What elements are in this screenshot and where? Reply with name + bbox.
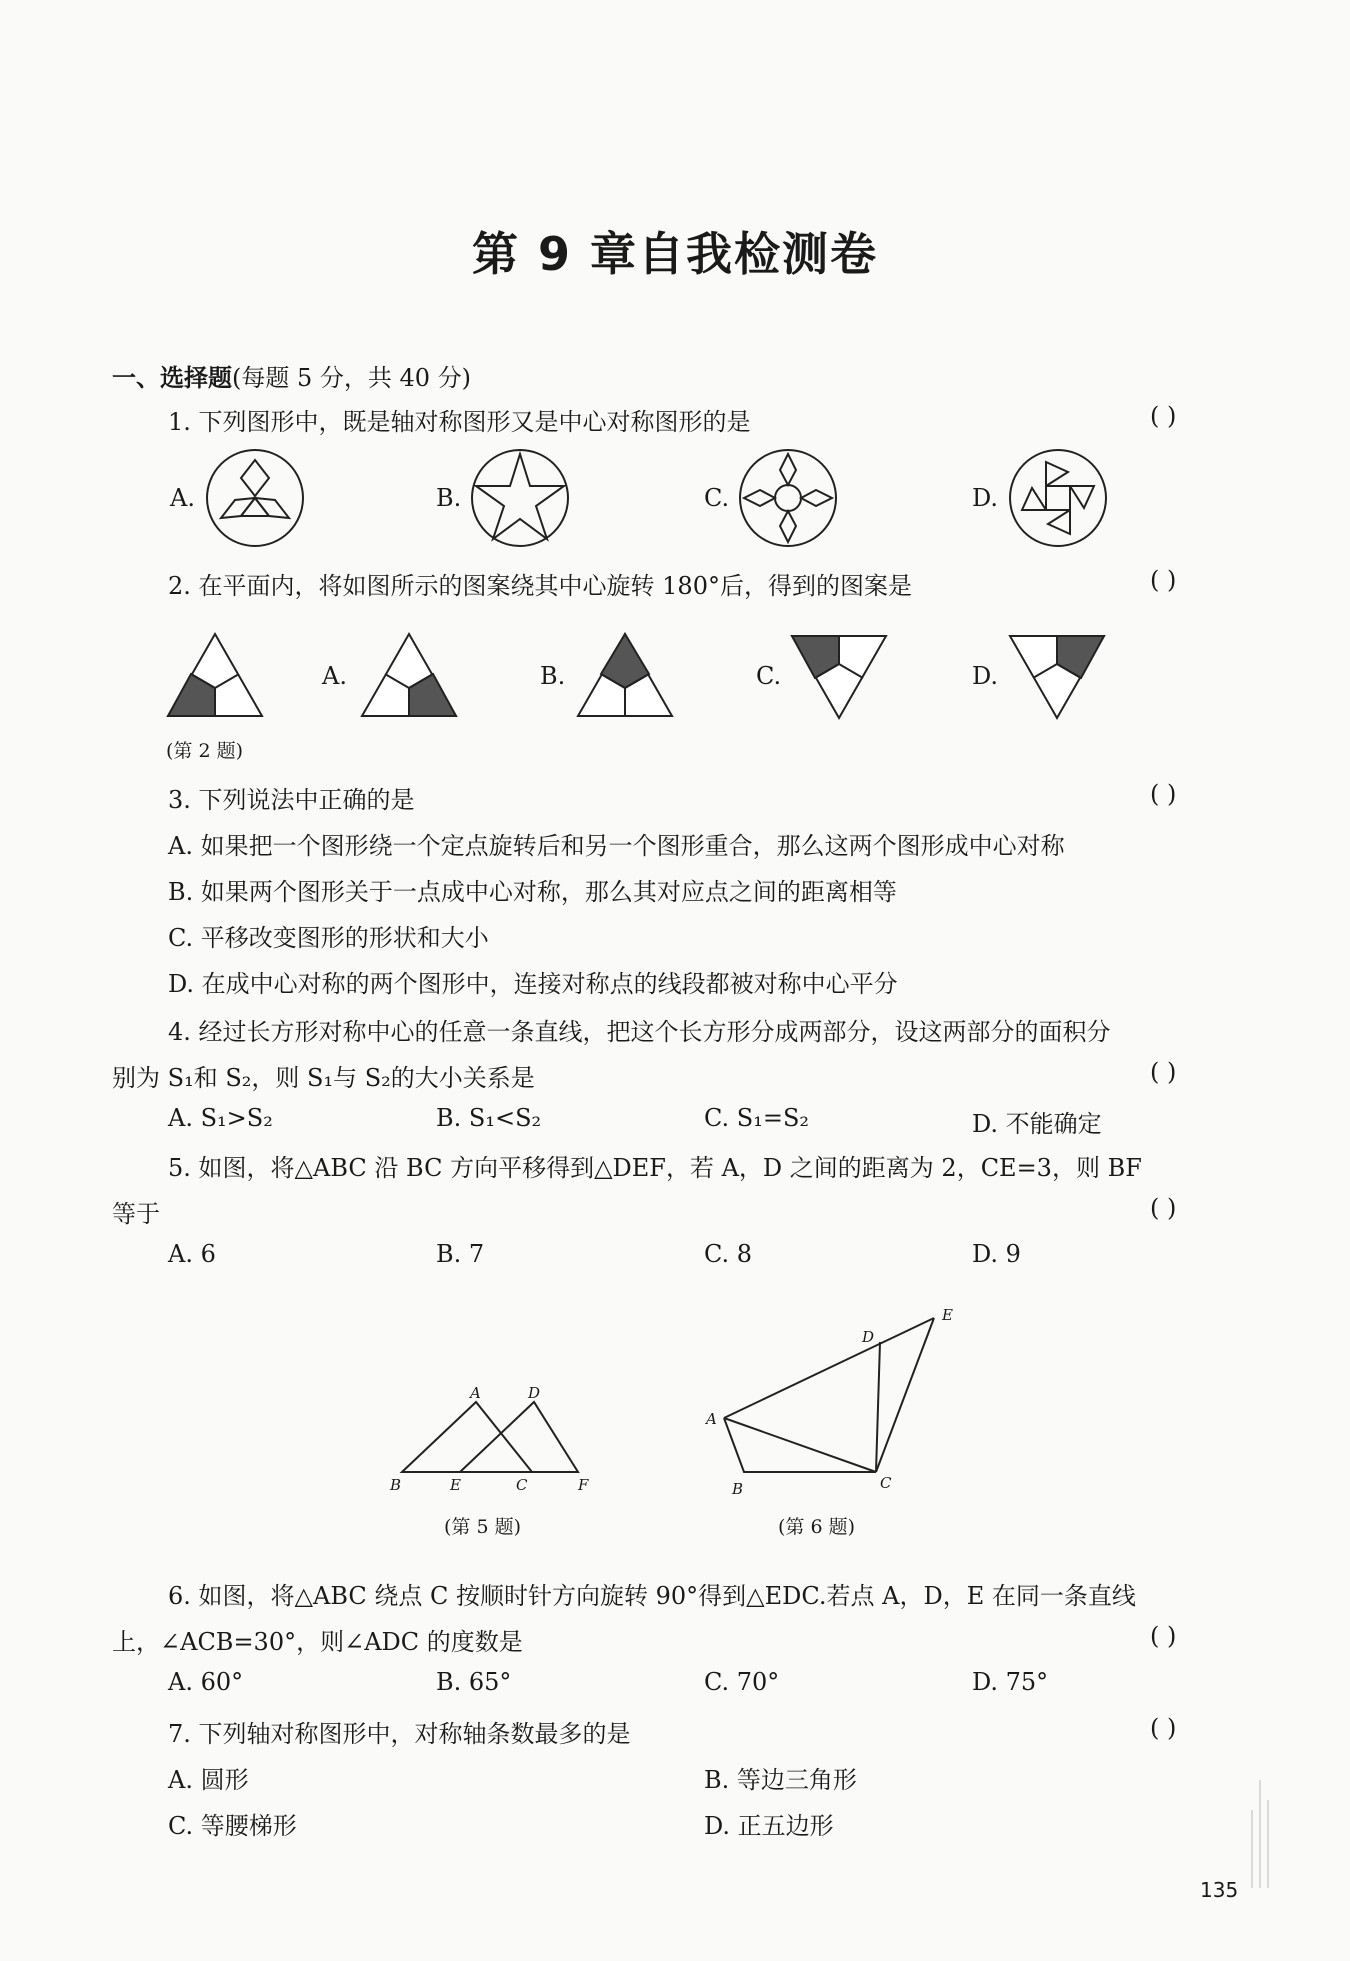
- q5-caption: (第 5 题): [444, 1516, 521, 1538]
- q5-label-f: F: [578, 1476, 589, 1494]
- q1-figure-c: [738, 448, 838, 548]
- q2-option-b-label: B.: [540, 662, 566, 690]
- q1-option-c-label: C.: [704, 484, 730, 512]
- q5-label-d: D: [528, 1384, 541, 1402]
- q2-option-c-figure: [790, 634, 888, 720]
- q3-answer-paren: ( ): [1150, 780, 1177, 808]
- page-number: 135: [1200, 1878, 1239, 1902]
- q6-label-c: C: [880, 1474, 892, 1492]
- q5-option-c: C. 8: [704, 1240, 753, 1268]
- q6-caption: (第 6 题): [778, 1516, 855, 1538]
- q6-label-b: B: [732, 1480, 744, 1498]
- page-title: 第 9 章自我检测卷: [471, 227, 879, 281]
- q6-option-b: B. 65°: [436, 1668, 512, 1696]
- q1-answer-paren: ( ): [1150, 402, 1177, 430]
- q4-text-line2: 别为 S₁和 S₂，则 S₁与 S₂的大小关系是: [112, 1064, 535, 1092]
- section-heading: [112, 358, 471, 393]
- q2-option-d-figure: [1008, 634, 1106, 720]
- q6-figure: [700, 1300, 960, 1500]
- q2-option-a-label: A.: [322, 662, 347, 690]
- q3-text: 3. 下列说法中正确的是: [168, 786, 415, 814]
- q2-option-d-label: D.: [972, 662, 999, 690]
- q6-label-a: A: [706, 1410, 717, 1428]
- section-note: (每题 5 分，共 40 分): [232, 364, 472, 392]
- q7-option-d: D. 正五边形: [704, 1812, 834, 1840]
- q6-option-a: A. 60°: [168, 1668, 244, 1696]
- q4-option-a: A. S₁>S₂: [168, 1104, 273, 1132]
- q5-label-b: B: [390, 1476, 402, 1494]
- page-edge-lines: [1248, 1770, 1278, 1890]
- q1-option-a-label: A.: [170, 484, 195, 512]
- q4-answer-paren: ( ): [1150, 1058, 1177, 1086]
- q3-option-b: B. 如果两个图形关于一点成中心对称，那么其对应点之间的距离相等: [168, 878, 897, 906]
- q6-text-line2: 上，∠ACB=30°，则∠ADC 的度数是: [112, 1628, 523, 1656]
- q2-text: 2. 在平面内，将如图所示的图案绕其中心旋转 180°后，得到的图案是: [168, 572, 912, 600]
- q6-option-c: C. 70°: [704, 1668, 780, 1696]
- q5-text-line1: 5. 如图，将△ABC 沿 BC 方向平移得到△DEF，若 A，D 之间的距离为 2，CE=3，则 BF: [168, 1154, 1142, 1182]
- q6-answer-paren: ( ): [1150, 1622, 1177, 1650]
- q3-option-d: D. 在成中心对称的两个图形中，连接对称点的线段都被对称中心平分: [168, 970, 898, 998]
- q2-option-c-label: C.: [756, 662, 782, 690]
- q5-option-d: D. 9: [972, 1240, 1021, 1268]
- q7-answer-paren: ( ): [1150, 1714, 1177, 1742]
- q6-option-d: D. 75°: [972, 1668, 1049, 1696]
- q5-label-c: C: [516, 1476, 528, 1494]
- q2-original-figure: [166, 632, 264, 718]
- q1-figure-b: [470, 448, 570, 548]
- q1-text: 1. 下列图形中，既是轴对称图形又是中心对称图形的是: [168, 408, 751, 436]
- q7-option-c: C. 等腰梯形: [168, 1812, 297, 1840]
- q1-option-b-label: B.: [436, 484, 462, 512]
- q1-figure-a: [205, 448, 305, 548]
- q2-caption: (第 2 题): [166, 740, 243, 762]
- q1-option-d-label: D.: [972, 484, 999, 512]
- q4-option-d: D. 不能确定: [972, 1110, 1102, 1138]
- q6-label-d: D: [862, 1328, 875, 1346]
- q7-option-a: A. 圆形: [168, 1766, 249, 1794]
- section-title: 一、选择题: [112, 364, 232, 392]
- q6-label-e: E: [942, 1306, 953, 1324]
- q2-answer-paren: ( ): [1150, 566, 1177, 594]
- q7-text: 7. 下列轴对称图形中，对称轴条数最多的是: [168, 1720, 631, 1748]
- q5-option-a: A. 6: [168, 1240, 216, 1268]
- q1-figure-d: [1008, 448, 1108, 548]
- q4-text-line1: 4. 经过长方形对称中心的任意一条直线，把这个长方形分成两部分，设这两部分的面积分: [168, 1018, 1111, 1046]
- q3-option-c: C. 平移改变图形的形状和大小: [168, 924, 489, 952]
- q5-label-a: A: [470, 1384, 481, 1402]
- q5-answer-paren: ( ): [1150, 1194, 1177, 1222]
- q7-option-b: B. 等边三角形: [704, 1766, 857, 1794]
- q4-option-b: B. S₁<S₂: [436, 1104, 542, 1132]
- q5-label-e: E: [450, 1476, 461, 1494]
- q2-option-b-figure: [576, 632, 674, 718]
- q2-option-a-figure: [360, 632, 458, 718]
- q6-text-line1: 6. 如图，将△ABC 绕点 C 按顺时针方向旋转 90°得到△EDC.若点 A，D，E 在同一条直线: [168, 1582, 1136, 1610]
- q3-option-a: A. 如果把一个图形绕一个定点旋转后和另一个图形重合，那么这两个图形成中心对称: [168, 832, 1065, 860]
- q4-option-c: C. S₁=S₂: [704, 1104, 809, 1132]
- q5-text-line2: 等于: [112, 1200, 160, 1228]
- q5-figure: [380, 1380, 600, 1500]
- q5-option-b: B. 7: [436, 1240, 485, 1268]
